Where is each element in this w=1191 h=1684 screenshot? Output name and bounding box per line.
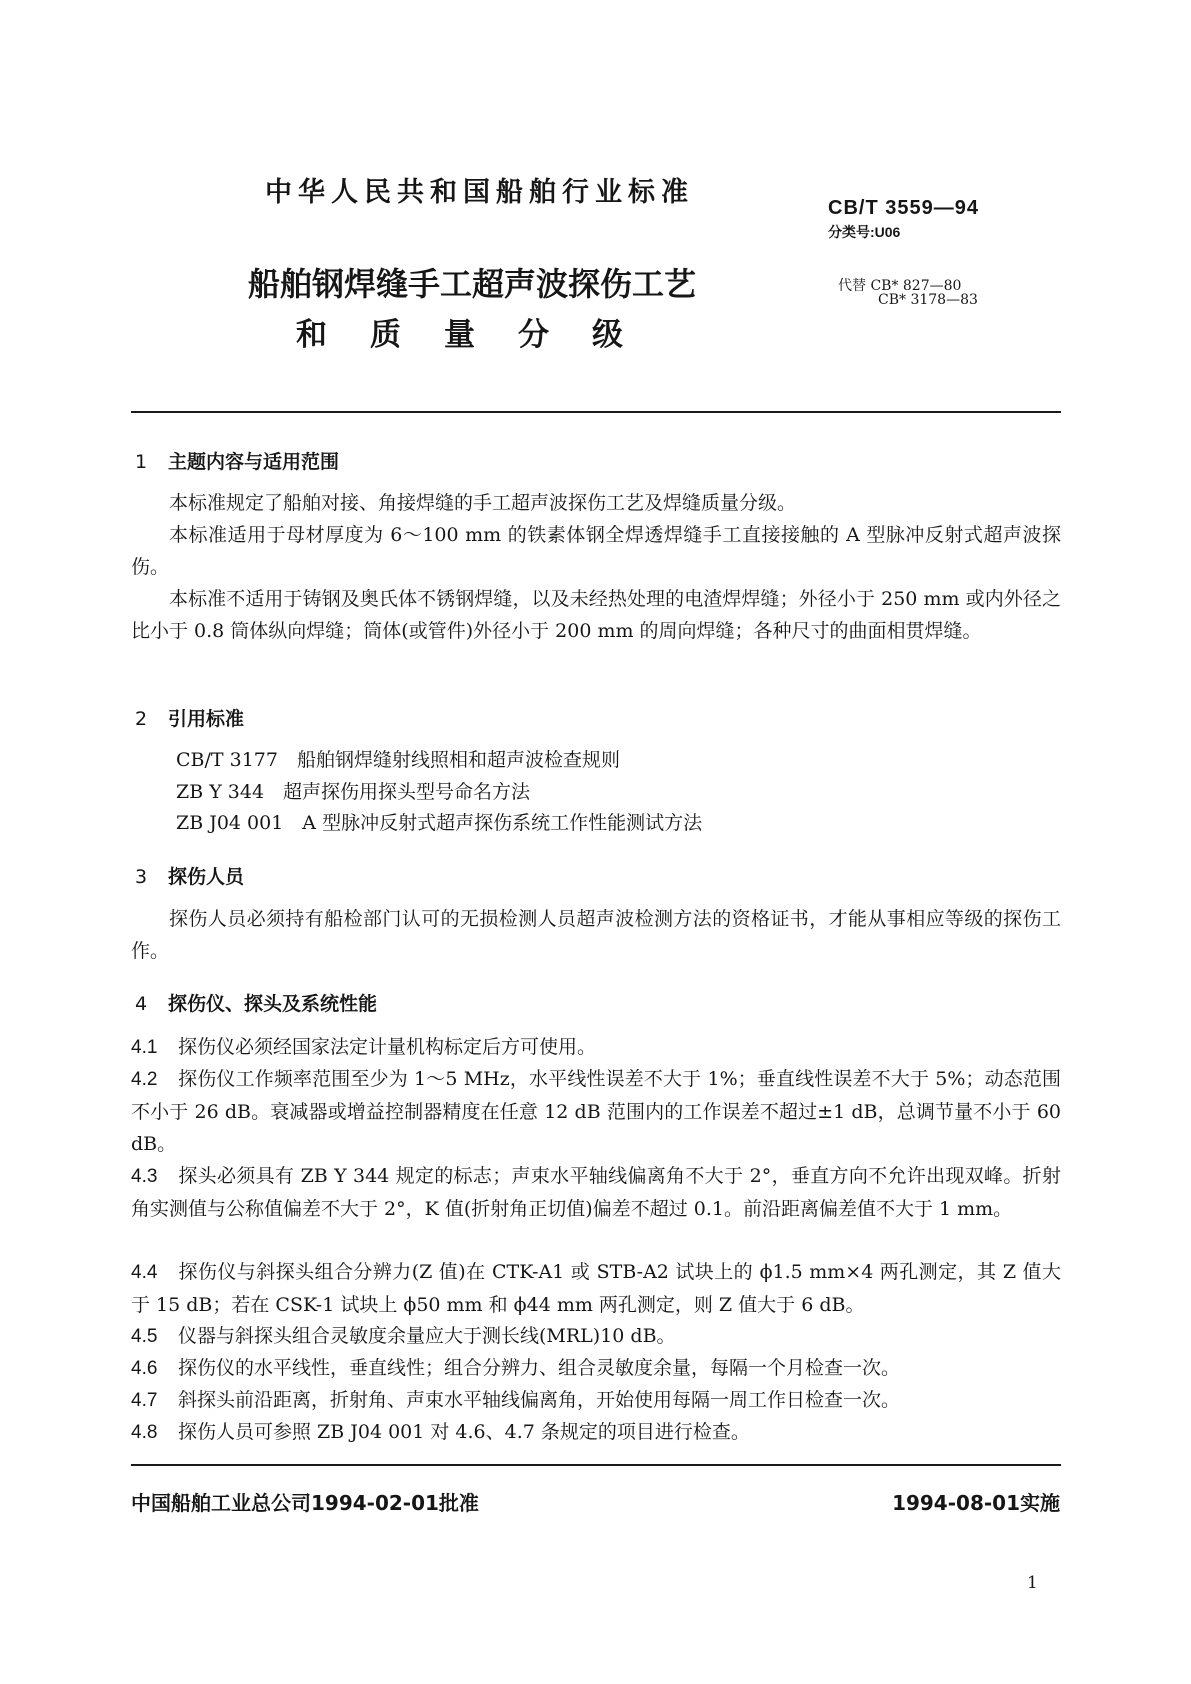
document-title-line-1: 船舶钢焊缝手工超声波探伤工艺 [248,265,697,303]
clause-number: 4.5 [131,1326,158,1347]
reference-standard-item: ZB J04 001 A 型脉冲反射式超声探伤系统工作性能测试方法 [176,812,703,834]
clause-4-8 [131,1416,1061,1449]
clause-text: 探伤仪与斜探头组合分辨力(Z 值)在 CTK-A1 或 STB-A2 试块上的 ϕ1.5 mm×4 两孔测定，其 Z 值大于 15 dB；若在 CSK-1 试块上 ϕ50 mm 和 ϕ44 mm 两孔测定，则 Z 值大于 6 dB。 [131,1261,1061,1316]
title-char: 和 [296,317,327,353]
section-number: 3 [135,866,148,888]
section-title: 引用标准 [168,708,245,730]
section-title: 探伤人员 [168,866,245,888]
clause-number: 4.6 [131,1358,158,1379]
title-char: 分 [518,317,549,353]
section-title: 探伤仪、探头及系统性能 [168,993,378,1015]
clause-number: 4.4 [131,1262,158,1283]
effective-date-line: 1994-08-01实施 [892,1491,1060,1515]
clause-text: 探伤人员可参照 ZB J04 001 对 4.6、4.7 条规定的项目进行检查。 [178,1421,750,1443]
title-char: 级 [592,317,623,353]
clause-number: 4.8 [131,1422,158,1443]
clause-text: 探伤仪工作频率范围至少为 1～5 MHz，水平线性误差不大于 1%；垂直线性误差不大于 5%；动态范围不小于 26 dB。衰减器或增益控制器精度在任意 12 dB 范围内的工作误差不超过±1 dB，总调节量不小于 60 dB。 [131,1068,1061,1155]
section-number: 2 [135,708,148,730]
clause-text: 探头必须具有 ZB Y 344 规定的标志；声束水平轴线偏离角不大于 2°，垂直方向不允许出现双峰。折射角实测值与公称值偏差不大于 2°，K 值(折射角正切值)偏差不超过 0.1。前沿距离偏差值不大于 1 mm。 [131,1165,1061,1220]
industry-standard-heading: 中华人民共和国船舶行业标准 [265,177,694,208]
title-char: 质 [370,317,401,353]
section-number: 4 [135,993,148,1015]
clause-text: 探伤仪的水平线性，垂直线性；组合分辨力、组合灵敏度余量，每隔一个月检查一次。 [178,1357,901,1379]
footer-divider [131,1464,1061,1466]
approval-line: 中国船舶工业总公司1994-02-01批准 [131,1491,479,1515]
clause-4-3 [131,1160,1061,1225]
clause-text: 仪器与斜探头组合灵敏度余量应大于测长线(MRL)10 dB。 [178,1325,676,1347]
section-2-heading [135,704,244,731]
clause-4-4 [131,1256,1061,1321]
clause-4-5 [131,1320,1061,1353]
section-1-paragraph-1: 本标准规定了船舶对接、角接焊缝的手工超声波探伤工艺及焊缝质量分级。 [169,492,797,514]
section-1-heading [135,447,339,474]
clause-number: 4.1 [131,1037,158,1058]
page-number: 1 [1027,1573,1038,1593]
standard-code: CB/T 3559—94 [828,197,979,219]
section-1-paragraph-2: 本标准适用于母材厚度为 6～100 mm 的铁素体钢全焊透焊缝手工直接接触的 A 型脉冲反射式超声波探伤。 [131,524,1061,578]
section-3-paragraph: 探伤人员必须持有船检部门认可的无损检测人员超声波检测方法的资格证书，才能从事相应等级的探伤工作。 [131,908,1061,962]
clause-4-2 [131,1063,1061,1160]
header-divider [131,411,1061,413]
section-number: 1 [135,451,148,473]
clause-text: 探伤仪必须经国家法定计量机构标定后方可使用。 [178,1036,597,1058]
clause-number: 4.7 [131,1390,158,1411]
section-4-heading [135,989,377,1016]
clause-4-1 [131,1031,1061,1064]
reference-standard-item: CB/T 3177 船舶钢焊缝射线照相和超声波检查规则 [176,749,620,771]
replaces-line-1: 代替 CB* 827—80 [838,278,962,294]
clause-number: 4.2 [131,1069,158,1090]
clause-number: 4.3 [131,1166,158,1187]
section-1-paragraph-3: 本标准不适用于铸钢及奥氏体不锈钢焊缝，以及未经热处理的电渣焊焊缝；外径小于 250 mm 或内外径之比小于 0.8 筒体纵向焊缝；筒体(或管件)外径小于 200 mm 的周向焊缝；各种尺寸的曲面相贯焊缝。 [131,588,1061,642]
clause-4-6 [131,1352,1061,1385]
clause-text: 斜探头前沿距离，折射角、声束水平轴线偏离角，开始使用每隔一周工作日检查一次。 [178,1389,901,1411]
clause-4-7 [131,1384,1061,1417]
reference-standard-item: ZB Y 344 超声探伤用探头型号命名方法 [176,781,531,803]
category-number: 分类号:U06 [828,224,901,240]
section-3-heading [135,862,244,889]
document-title-line-2 [296,309,666,354]
replaces-line-2: CB* 3178—83 [878,292,978,308]
title-char: 量 [444,317,475,353]
section-title: 主题内容与适用范围 [168,451,340,473]
